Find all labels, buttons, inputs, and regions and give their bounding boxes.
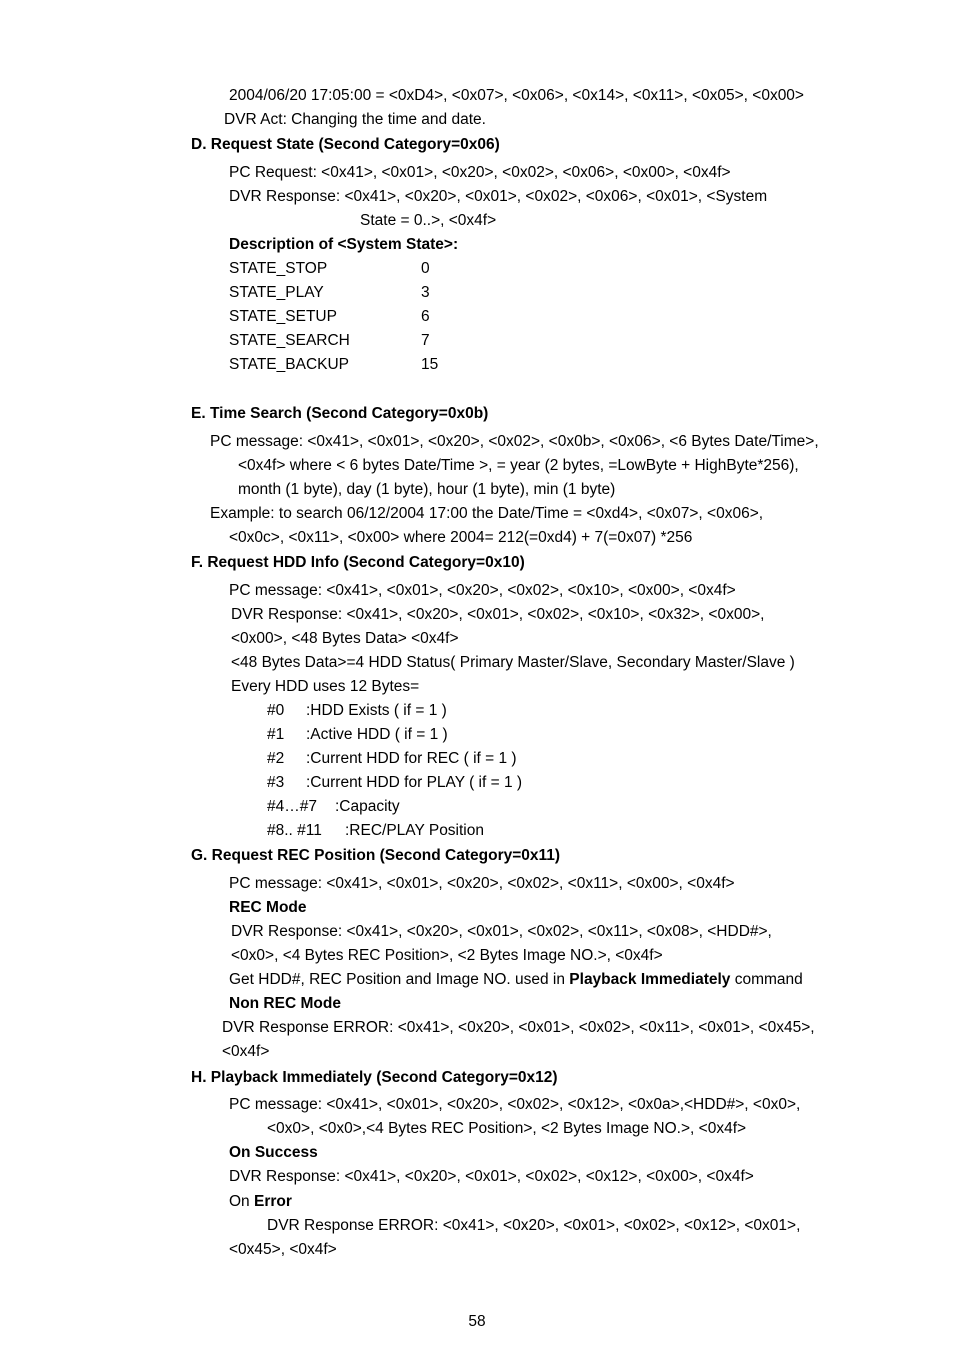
text-line: <0x0c>, <0x11>, <0x00> where 2004= 212(=0xd4) + 7(=0x07) *256 bbox=[229, 529, 693, 546]
byte-desc: :HDD Exists ( if = 1 ) bbox=[306, 702, 447, 719]
text-line: DVR Response ERROR: <0x41>, <0x20>, <0x01>, <0x02>, <0x11>, <0x01>, <0x45>, bbox=[222, 1019, 815, 1036]
text-line: month (1 byte), day (1 byte), hour (1 byte), min (1 byte) bbox=[238, 481, 616, 498]
byte-row bbox=[267, 749, 517, 769]
byte-desc: :Current HDD for REC ( if = 1 ) bbox=[306, 750, 517, 767]
state-row bbox=[229, 307, 430, 327]
byte-desc: :Capacity bbox=[335, 798, 400, 815]
byte-index: #2 bbox=[267, 750, 285, 767]
state-row bbox=[229, 259, 430, 279]
state-value: 0 bbox=[421, 260, 430, 277]
state-value: 3 bbox=[421, 284, 430, 301]
text-line: PC Request: <0x41>, <0x01>, <0x20>, <0x02>, <0x06>, <0x00>, <0x4f> bbox=[229, 164, 731, 181]
text-line: State = 0..>, <0x4f> bbox=[360, 212, 497, 229]
text-line: DVR Act: Changing the time and date. bbox=[224, 111, 486, 128]
text-line: DVR Response ERROR: <0x41>, <0x20>, <0x01>, <0x02>, <0x12>, <0x01>, bbox=[267, 1217, 801, 1234]
state-row bbox=[229, 355, 439, 375]
text-line: DVR Response: <0x41>, <0x20>, <0x01>, <0x02>, <0x12>, <0x00>, <0x4f> bbox=[229, 1168, 754, 1185]
section-heading-f: F. Request HDD Info (Second Category=0x10) bbox=[191, 554, 525, 571]
page-number: 58 bbox=[468, 1313, 486, 1330]
text-span-bold: Playback Immediately bbox=[569, 971, 731, 988]
text-line: <0x0>, <0x0>,<4 Bytes REC Position>, <2 Bytes Image NO.>, <0x4f> bbox=[267, 1120, 747, 1137]
text-span: Get HDD#, REC Position and Image NO. used in bbox=[229, 971, 570, 988]
text-line: PC message: <0x41>, <0x01>, <0x20>, <0x02>, <0x12>, <0x0a>,<HDD#>, <0x0>, bbox=[229, 1096, 801, 1113]
text-line: 2004/06/20 17:05:00 = <0xD4>, <0x07>, <0x06>, <0x14>, <0x11>, <0x05>, <0x00> bbox=[229, 87, 804, 104]
text-line: <48 Bytes Data>=4 HDD Status( Primary Master/Slave, Secondary Master/Slave ) bbox=[231, 654, 795, 671]
text-line: Every HDD uses 12 Bytes= bbox=[231, 678, 420, 695]
state-name: STATE_SETUP bbox=[229, 308, 337, 325]
text-line: DVR Response: <0x41>, <0x20>, <0x01>, <0x02>, <0x06>, <0x01>, <System bbox=[229, 188, 768, 205]
text-span-bold: Error bbox=[253, 1193, 292, 1210]
text-line: DVR Response: <0x41>, <0x20>, <0x01>, <0x02>, <0x11>, <0x08>, <HDD#>, bbox=[231, 923, 772, 940]
text-line: <0x0>, <4 Bytes REC Position>, <2 Bytes Image NO.>, <0x4f> bbox=[231, 947, 663, 964]
state-name: STATE_BACKUP bbox=[229, 356, 350, 373]
text-span: On bbox=[229, 1193, 254, 1210]
text-line: PC message: <0x41>, <0x01>, <0x20>, <0x02>, <0x11>, <0x00>, <0x4f> bbox=[229, 875, 735, 892]
byte-index: #8.. #11 bbox=[267, 822, 322, 839]
text-line: PC message: <0x41>, <0x01>, <0x20>, <0x02>, <0x10>, <0x00>, <0x4f> bbox=[229, 582, 736, 599]
section-heading-e: E. Time Search (Second Category=0x0b) bbox=[191, 405, 489, 422]
byte-index: #3 bbox=[267, 774, 285, 791]
state-value: 7 bbox=[421, 332, 430, 349]
section-heading-d: D. Request State (Second Category=0x06) bbox=[191, 136, 500, 153]
state-value: 15 bbox=[421, 356, 439, 373]
byte-index: #0 bbox=[267, 702, 285, 719]
state-value: 6 bbox=[421, 308, 430, 325]
text-line: <0x45>, <0x4f> bbox=[229, 1241, 337, 1258]
byte-row bbox=[267, 725, 448, 745]
byte-row bbox=[267, 797, 400, 817]
text-line bbox=[229, 970, 803, 990]
text-line: <0x4f> bbox=[222, 1043, 270, 1060]
subheading-rec-mode: REC Mode bbox=[229, 899, 307, 916]
state-name: STATE_STOP bbox=[229, 260, 328, 277]
text-line: PC message: <0x41>, <0x01>, <0x20>, <0x02>, <0x0b>, <0x06>, <6 Bytes Date/Time>, bbox=[210, 433, 819, 450]
byte-desc: :Current HDD for PLAY ( if = 1 ) bbox=[306, 774, 523, 791]
byte-row bbox=[267, 821, 484, 841]
state-name: STATE_SEARCH bbox=[229, 332, 350, 349]
text-span: command bbox=[730, 971, 803, 988]
subheading-on-success: On Success bbox=[229, 1144, 318, 1161]
byte-desc: :REC/PLAY Position bbox=[345, 822, 484, 839]
byte-desc: :Active HDD ( if = 1 ) bbox=[306, 726, 448, 743]
description-heading: Description of <System State>: bbox=[229, 236, 459, 253]
byte-row bbox=[267, 701, 447, 721]
text-line: Example: to search 06/12/2004 17:00 the Date/Time = <0xd4>, <0x07>, <0x06>, bbox=[210, 505, 764, 522]
text-line: <0x00>, <48 Bytes Data> <0x4f> bbox=[231, 630, 459, 647]
subheading-non-rec-mode: Non REC Mode bbox=[229, 995, 341, 1012]
text-line: <0x4f> where < 6 bytes Date/Time >, = year (2 bytes, =LowByte + HighByte*256), bbox=[238, 457, 799, 474]
state-row bbox=[229, 331, 430, 351]
state-name: STATE_PLAY bbox=[229, 284, 324, 301]
section-heading-h: H. Playback Immediately (Second Category=0x12) bbox=[191, 1069, 558, 1086]
section-heading-g: G. Request REC Position (Second Category=0x11) bbox=[191, 847, 561, 864]
state-row bbox=[229, 283, 430, 303]
byte-index: #4…#7 bbox=[267, 798, 317, 815]
byte-row bbox=[267, 773, 523, 793]
text-line: DVR Response: <0x41>, <0x20>, <0x01>, <0x02>, <0x10>, <0x32>, <0x00>, bbox=[231, 606, 765, 623]
subheading-on-error bbox=[229, 1192, 292, 1212]
byte-index: #1 bbox=[267, 726, 285, 743]
